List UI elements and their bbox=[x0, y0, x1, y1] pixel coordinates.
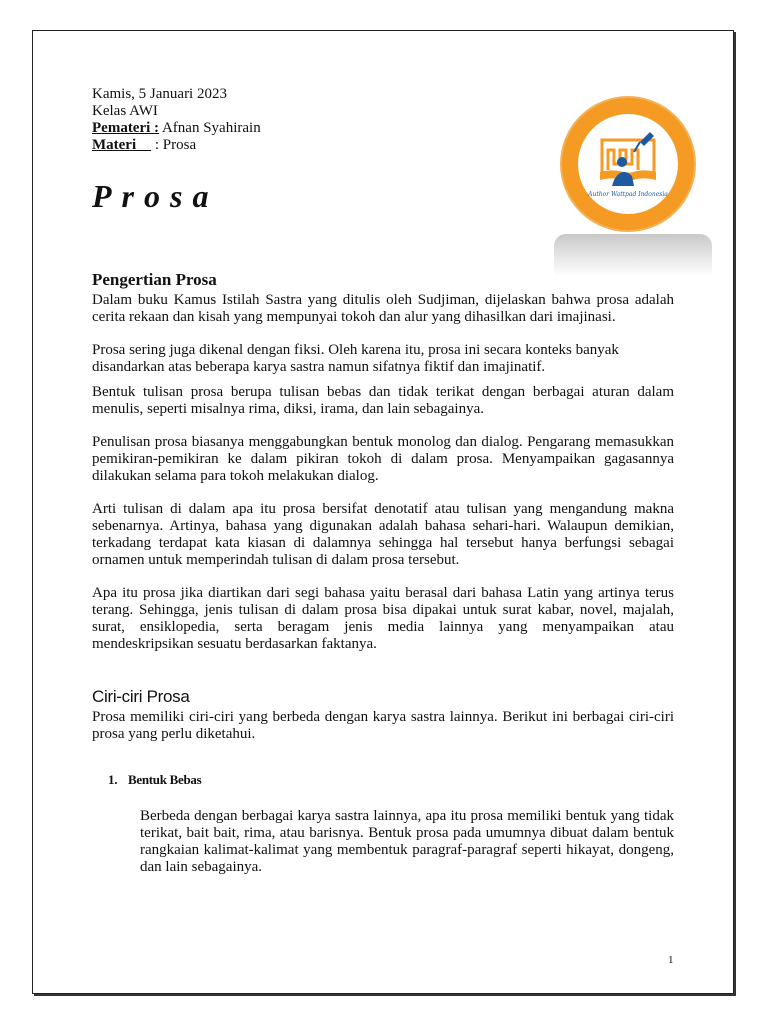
material-label: Materi bbox=[92, 137, 152, 153]
list-number: 1. bbox=[108, 772, 118, 787]
paragraph: Penulisan prosa biasanya menggabungkan bentuk monolog dan dialog. Pengarang memasukkan pemikiran-pemikiran ke dalam pikiran tokoh di dalam prosa. Menyampaikan gagasannya dilakukan selama para tokoh melakukan dialog. bbox=[92, 434, 674, 484]
presenter-label: Pemateri : bbox=[92, 120, 160, 136]
book-icon bbox=[578, 114, 678, 214]
page-title: Prosa bbox=[92, 178, 219, 214]
paragraph: Dalam buku Kamus Istilah Sastra yang ditulis oleh Sudjiman, dijelaskan bahwa prosa adalah cerita rekaan dan kisah yang mempunyai tokoh dan alur yang dihasilkan dari imajinasi. bbox=[92, 292, 674, 325]
material-line bbox=[92, 137, 261, 154]
list-item-heading bbox=[108, 771, 674, 788]
paragraph: Bentuk tulisan prosa berupa tulisan bebas dan tidak terikat dengan berbagai aturan dalam menulis, seperti misalnya rima, diksi, irama, dan lain sebagainya. bbox=[92, 384, 674, 417]
list-item-text: Berbeda dengan berbagai karya sastra lainnya, apa itu prosa memiliki bentuk yang tidak terikat, bait bait, rima, atau barisnya. Bentuk prosa pada umumnya dibuat dalam bentuk rangkaian kalimat-kalimat yang membentuk paragraf-paragraf seperti hikayat, dongeng, dan lain sebagainya. bbox=[140, 808, 674, 875]
paragraph: Arti tulisan di dalam apa itu prosa bersifat denotatif atau tulisan yang mengandung makna sebenarnya. Artinya, bahasa yang digunakan adalah bahasa sehari-hari. Walaupun demikian, terkadang terdapat kata kiasan di dalamnya sehingga hal tersebut hanya berfungsi sebagai ornamen untuk memperindah tulisan di dalam prosa tersebut. bbox=[92, 501, 674, 568]
paragraph: Apa itu prosa jika diartikan dari segi bahasa yaitu berasal dari bahasa Latin yang artinya terus terang. Sehingga, jenis tulisan di dalam prosa bisa dipakai untuk surat kabar, novel, majalah, surat, ensiklopedia, serta beragam jenis media lainnya yang menyampaikan atau mendeskripsikan sesuatu berdasarkan faktanya. bbox=[92, 585, 674, 652]
book-writer-logo-icon bbox=[554, 96, 712, 276]
paragraph: Prosa memiliki ciri-ciri yang berbeda dengan karya sastra lainnya. Berikut ini berbagai ciri-ciri prosa yang perlu diketahui. bbox=[92, 709, 674, 742]
material-value: : Prosa bbox=[151, 137, 197, 153]
main-content bbox=[92, 270, 674, 892]
date-line: Kamis, 5 Januari 2023 bbox=[92, 86, 227, 102]
paragraph: Prosa sering juga dikenal dengan fiksi. Oleh karena itu, prosa ini secara konteks banyak disandarkan atas beberapa karya sastra namun sifatnya fiktif dan imajinatif. bbox=[92, 342, 619, 375]
section-heading-pengertian: Pengertian Prosa bbox=[92, 270, 217, 289]
document-header bbox=[92, 86, 261, 154]
logo-inner bbox=[578, 114, 678, 214]
class-line: Kelas AWI bbox=[92, 103, 158, 119]
presenter-line bbox=[92, 120, 261, 137]
presenter-value: Afnan Syahirain bbox=[159, 120, 261, 136]
list-title: Bentuk Bebas bbox=[128, 772, 202, 787]
section-heading-ciri: Ciri-ciri Prosa bbox=[92, 687, 190, 706]
logo-ring bbox=[560, 96, 696, 232]
logo-text: Author Wattpad Indonesia bbox=[588, 191, 668, 198]
page-number: 1 bbox=[668, 954, 674, 966]
